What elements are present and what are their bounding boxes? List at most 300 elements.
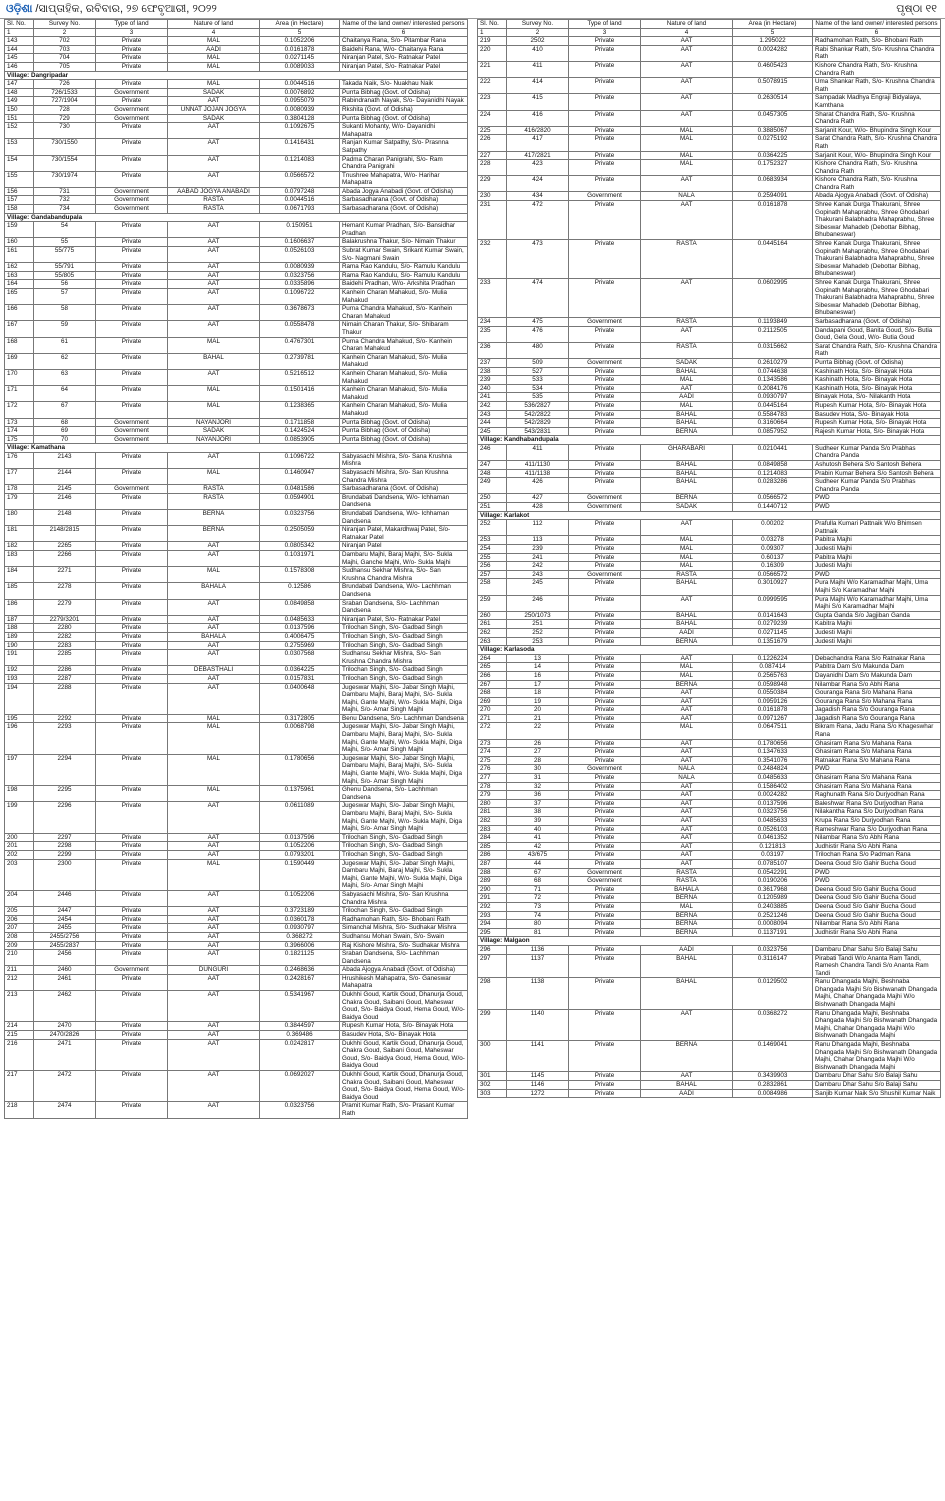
land-type-cell: Private	[96, 950, 168, 966]
owner-cell: Niranjan Patel, S/o- Ratnakar Patel	[340, 62, 468, 71]
owner-cell: Dambaru Dhar Sahu S/o Balaji Sahu	[813, 1072, 941, 1081]
sl-no-cell: 160	[5, 238, 34, 247]
survey-no-cell: 55/775	[34, 247, 96, 263]
land-nature-cell: AAT	[168, 155, 260, 171]
area-cell: 0.09307	[733, 545, 813, 554]
column-number: 5	[260, 28, 340, 37]
survey-no-cell: 2460	[34, 966, 96, 975]
owner-cell: Tnushree Mahapatra, W/o- Harihar Mahapatra	[340, 171, 468, 187]
table-row	[5, 386, 468, 402]
land-nature-cell: AAT	[168, 974, 260, 990]
table-row	[5, 353, 468, 369]
table-row	[5, 493, 468, 509]
survey-no-cell: 533	[507, 376, 569, 385]
sl-no-cell: 196	[5, 723, 34, 754]
owner-cell: Sharat Chandra Rath, S/o- Krushna Chandra Rath	[813, 110, 941, 126]
sl-no-cell: 184	[5, 567, 34, 583]
survey-no-cell: 411	[507, 444, 569, 460]
table-row	[5, 650, 468, 666]
survey-no-cell: 40	[507, 825, 569, 834]
land-nature-cell: BERNA	[641, 427, 733, 436]
table-row	[478, 520, 941, 536]
area-cell: 0.1606637	[260, 238, 340, 247]
survey-no-cell: 18	[507, 689, 569, 698]
land-nature-cell: AAT	[641, 842, 733, 851]
table-row	[5, 114, 468, 123]
owner-cell: Niranjan Patel	[340, 542, 468, 551]
survey-no-cell: 2454	[34, 915, 96, 924]
table-row	[478, 279, 941, 318]
owner-cell: Benu Dandsena, S/o- Lachhman Dandsena	[340, 714, 468, 723]
owner-cell: Niranjan Patel, Makardhwaj Patel, S/o- Ratnakar Patel	[340, 526, 468, 542]
land-nature-cell: BAHAL	[641, 478, 733, 494]
land-nature-cell: AAT	[641, 859, 733, 868]
table-row	[478, 611, 941, 620]
survey-no-cell: 113	[507, 536, 569, 545]
column-number-row	[478, 28, 941, 37]
land-type-cell: Private	[96, 599, 168, 615]
area-cell: 0.0598948	[733, 680, 813, 689]
owner-cell: Sarbasadharana (Govt. of Odisha)	[813, 317, 941, 326]
area-cell: 0.1031971	[260, 551, 340, 567]
area-cell: 0.1711858	[260, 418, 340, 427]
table-row	[5, 1031, 468, 1040]
sl-no-cell: 198	[5, 786, 34, 802]
land-type-cell: Private	[96, 123, 168, 139]
land-nature-cell: BAHAL	[641, 410, 733, 419]
area-cell: 0.2112505	[733, 326, 813, 342]
table-row	[5, 842, 468, 851]
table-row	[478, 240, 941, 279]
survey-no-cell: 2446	[34, 890, 96, 906]
table-row	[5, 802, 468, 833]
sl-no-cell: 233	[478, 279, 507, 318]
area-cell: 0.0671793	[260, 205, 340, 214]
land-nature-cell: MAL	[168, 714, 260, 723]
survey-no-cell: 2278	[34, 583, 96, 599]
sl-no-cell: 234	[478, 317, 507, 326]
sl-no-cell: 303	[478, 1089, 507, 1098]
sl-no-cell: 255	[478, 553, 507, 562]
land-nature-cell: MAL	[641, 536, 733, 545]
area-cell: 0.0323756	[733, 945, 813, 954]
sl-no-cell: 256	[478, 562, 507, 571]
column-number: 4	[641, 28, 733, 37]
sl-no-cell: 201	[5, 842, 34, 851]
sl-no-cell: 260	[478, 611, 507, 620]
owner-cell: Sraban Dandsena, S/o- Lachhman Dandsena	[340, 950, 468, 966]
land-nature-cell: MAL	[168, 37, 260, 46]
sl-no-cell: 199	[5, 802, 34, 833]
land-nature-cell: AAT	[168, 833, 260, 842]
land-type-cell: Government	[96, 435, 168, 444]
land-nature-cell: BAHAL	[641, 419, 733, 428]
owner-cell: Trilochan Singh, S/o- Gadbad Singh	[340, 833, 468, 842]
land-type-cell: Private	[96, 62, 168, 71]
owner-cell: Radhamohan Rath, S/o- Bhobani Rath	[813, 37, 941, 46]
sl-no-cell: 207	[5, 924, 34, 933]
land-nature-cell: MAL	[641, 151, 733, 160]
table-row	[478, 723, 941, 739]
area-cell: 0.087414	[733, 663, 813, 672]
area-cell: 0.0129502	[733, 978, 813, 1009]
land-type-cell: Private	[569, 461, 641, 470]
area-cell: 0.60137	[733, 553, 813, 562]
land-nature-cell: BERNA	[641, 911, 733, 920]
area-cell: 0.0335896	[260, 280, 340, 289]
table-row	[5, 632, 468, 641]
land-type-cell: Private	[569, 654, 641, 663]
land-type-cell: Private	[96, 974, 168, 990]
survey-no-cell: 734	[34, 205, 96, 214]
area-cell: 0.00202	[733, 520, 813, 536]
land-type-cell: Private	[96, 171, 168, 187]
land-nature-cell: MAL	[168, 402, 260, 418]
village-heading: Village: Karlasoda	[478, 646, 941, 655]
land-nature-cell: AAT	[168, 280, 260, 289]
sl-no-cell: 151	[5, 114, 34, 123]
land-nature-cell: RASTA	[641, 868, 733, 877]
area-cell: 0.0283286	[733, 478, 813, 494]
table-row	[478, 376, 941, 385]
table-row	[5, 526, 468, 542]
land-type-cell: Government	[569, 494, 641, 503]
owner-cell: Trilochan Singh, S/o- Gadbad Singh	[340, 632, 468, 641]
land-type-cell: Private	[569, 628, 641, 637]
survey-no-cell: 68	[507, 877, 569, 886]
village-heading: Village: Kandhabandupala	[478, 436, 941, 445]
table-row	[478, 494, 941, 503]
area-cell: 0.03278	[733, 536, 813, 545]
area-cell: 0.1424524	[260, 427, 340, 436]
land-nature-cell: AAT	[641, 1009, 733, 1040]
table-row	[478, 192, 941, 201]
survey-no-cell: 251	[507, 620, 569, 629]
page-header	[0, 0, 945, 19]
land-type-cell: Private	[569, 706, 641, 715]
land-nature-cell: AAT	[168, 123, 260, 139]
land-type-cell: Private	[569, 1009, 641, 1040]
survey-no-cell: 1146	[507, 1081, 569, 1090]
sl-no-cell: 300	[478, 1041, 507, 1072]
table-row	[5, 966, 468, 975]
land-type-cell: Private	[569, 920, 641, 929]
table-row	[478, 326, 941, 342]
land-type-cell: Private	[569, 671, 641, 680]
owner-cell: Rama Rao Kandulu, S/o- Ramulu Kandulu	[340, 271, 468, 280]
column-number-row	[5, 28, 468, 37]
land-type-cell: Private	[96, 80, 168, 89]
area-cell: 0.1469041	[733, 1041, 813, 1072]
area-cell: 0.3804128	[260, 114, 340, 123]
table-row	[5, 62, 468, 71]
sl-no-cell: 152	[5, 123, 34, 139]
survey-no-cell: 726	[34, 80, 96, 89]
table-row	[478, 825, 941, 834]
table-row	[5, 624, 468, 633]
land-type-cell: Private	[569, 739, 641, 748]
land-type-cell: Private	[96, 1039, 168, 1070]
survey-no-cell: 2148/2815	[34, 526, 96, 542]
land-type-cell: Government	[96, 427, 168, 436]
survey-no-cell: 411/1130	[507, 461, 569, 470]
table-row	[5, 615, 468, 624]
land-type-cell: Private	[96, 289, 168, 305]
land-type-cell: Private	[96, 526, 168, 542]
table-row	[5, 1102, 468, 1118]
land-type-cell: Government	[96, 205, 168, 214]
area-cell: 0.0364225	[733, 151, 813, 160]
area-cell: 0.1821125	[260, 950, 340, 966]
sl-no-cell: 204	[5, 890, 34, 906]
owner-cell: Debachandra Rana S/o Ratnakar Rana	[813, 654, 941, 663]
land-nature-cell: MAL	[168, 859, 260, 890]
sl-no-cell: 178	[5, 485, 34, 494]
area-cell: 0.0323756	[260, 271, 340, 280]
survey-no-cell: 2288	[34, 683, 96, 714]
land-nature-cell: SADAK	[168, 88, 260, 97]
table-body-left	[5, 37, 468, 1118]
owner-cell: Abada Ajogya Anabadi (Govt. of Odisha)	[813, 192, 941, 201]
land-type-cell: Private	[569, 478, 641, 494]
land-nature-cell: AAT	[641, 791, 733, 800]
sl-no-cell: 249	[478, 478, 507, 494]
owner-cell: Sarbasadharana (Govt. of Odisha)	[340, 485, 468, 494]
survey-no-cell: 61	[34, 337, 96, 353]
land-nature-cell: AADI	[641, 945, 733, 954]
owner-cell: Rama Rao Kandulu, S/o- Ramulu Kandulu	[340, 263, 468, 272]
land-type-cell: Private	[569, 911, 641, 920]
land-type-cell: Private	[96, 37, 168, 46]
area-cell: 0.0024282	[733, 45, 813, 61]
survey-no-cell: 704	[34, 54, 96, 63]
area-cell: 0.368272	[260, 932, 340, 941]
area-cell: 0.0137596	[733, 799, 813, 808]
table-row	[478, 342, 941, 358]
column-header: Survey No.	[34, 20, 96, 29]
survey-no-cell: 2283	[34, 641, 96, 650]
column-number: 1	[478, 28, 507, 37]
table-row	[5, 723, 468, 754]
survey-no-cell: 56	[34, 280, 96, 289]
owner-cell: Krupa Rana S/o Durjyodhan Rana	[813, 817, 941, 826]
land-type-cell: Private	[569, 376, 641, 385]
survey-no-cell: 527	[507, 367, 569, 376]
land-type-cell: Private	[96, 469, 168, 485]
land-type-cell: Private	[569, 902, 641, 911]
survey-no-cell: 2292	[34, 714, 96, 723]
sl-no-cell: 228	[478, 160, 507, 176]
area-cell: 0.1351679	[733, 637, 813, 646]
column-header: Area (in Hectare)	[733, 20, 813, 29]
land-nature-cell: AABAD JOGYA ANABADI	[168, 187, 260, 196]
owner-cell: Jagadish Rana S/o Gouranga Rana	[813, 714, 941, 723]
owner-cell: PWD	[813, 494, 941, 503]
land-nature-cell: MAL	[168, 80, 260, 89]
owner-cell: Pramit Kumar Rath, S/o- Prasant Kumar Rath	[340, 1102, 468, 1118]
sl-no-cell: 156	[5, 187, 34, 196]
table-row	[478, 765, 941, 774]
owner-cell: Padma Charan Panigrahi, S/o- Ram Chandra Panigrahi	[340, 155, 468, 171]
sl-no-cell: 273	[478, 739, 507, 748]
table-row	[478, 628, 941, 637]
land-type-cell: Private	[96, 321, 168, 337]
sl-no-cell: 173	[5, 418, 34, 427]
land-nature-cell: AAT	[641, 94, 733, 110]
table-row	[5, 786, 468, 802]
land-type-cell: Private	[569, 894, 641, 903]
survey-no-cell: 509	[507, 358, 569, 367]
area-cell: 0.3439903	[733, 1072, 813, 1081]
land-type-cell: Private	[569, 469, 641, 478]
land-type-cell: Government	[569, 192, 641, 201]
land-type-cell: Private	[569, 135, 641, 151]
land-type-cell: Government	[569, 317, 641, 326]
sl-no-cell: 155	[5, 171, 34, 187]
owner-cell: Deena Goud S/o Gahir Bucha Goud	[813, 894, 941, 903]
area-cell: 0.0485633	[260, 615, 340, 624]
land-type-cell: Private	[96, 1031, 168, 1040]
table-row	[5, 683, 468, 714]
land-type-cell: Private	[569, 410, 641, 419]
land-table-right	[477, 19, 941, 1098]
owner-cell: Basudev Hota, S/o- Binayak Hota	[340, 1031, 468, 1040]
land-type-cell: Private	[96, 754, 168, 785]
sl-no-cell: 143	[5, 37, 34, 46]
land-type-cell: Private	[569, 553, 641, 562]
area-cell: 0.2084176	[733, 384, 813, 393]
sl-no-cell: 190	[5, 641, 34, 650]
survey-no-cell: 73	[507, 902, 569, 911]
column-number: 4	[168, 28, 260, 37]
survey-no-cell: 2299	[34, 850, 96, 859]
owner-cell: Kashinath Hota, S/o- Binayak Hota	[813, 376, 941, 385]
table-row	[478, 817, 941, 826]
survey-no-cell: 414	[507, 78, 569, 94]
survey-no-cell: 72	[507, 894, 569, 903]
survey-no-cell: 36	[507, 791, 569, 800]
owner-cell: Niranjan Patel, S/o- Ratnakar Patel	[340, 54, 468, 63]
table-row	[478, 748, 941, 757]
land-type-cell: Private	[569, 94, 641, 110]
land-nature-cell: BAHAL	[641, 611, 733, 620]
land-nature-cell: BERNA	[641, 894, 733, 903]
land-nature-cell: AAT	[641, 1072, 733, 1081]
owner-cell: Ranu Dhangada Majhi, Beshnaba Dhangada Majhi S/o Bishwanath Dhangada Majhi, Chahar Dhangada Majhi W/o Bishwanath Dhangada Majhi	[813, 1041, 941, 1072]
owner-cell: Sarat Chandra Rath, S/o- Krushna Chandra Rath	[813, 342, 941, 358]
owner-cell: Kanhein Charan Mahakud, S/o- Mulia Mahakud	[340, 369, 468, 385]
survey-no-cell: 27	[507, 748, 569, 757]
owner-cell: Raghunath Rana S/o Durjyodhan Rana	[813, 791, 941, 800]
area-cell: 0.0157831	[260, 674, 340, 683]
sl-no-cell: 158	[5, 205, 34, 214]
area-cell: 0.0024282	[733, 791, 813, 800]
owner-cell: Bikram Rana, Jadu Rana S/o Khageswhar Rana	[813, 723, 941, 739]
survey-no-cell: 1272	[507, 1089, 569, 1098]
sl-no-cell: 285	[478, 842, 507, 851]
table-row	[478, 503, 941, 512]
sl-no-cell: 231	[478, 201, 507, 240]
table-row	[5, 97, 468, 106]
owner-cell: Nilambar Rana S/o Abhi Rana	[813, 680, 941, 689]
area-cell: 0.1193849	[733, 317, 813, 326]
table-row	[478, 151, 941, 160]
survey-no-cell: 19	[507, 697, 569, 706]
area-cell: 0.1238365	[260, 402, 340, 418]
survey-no-cell: 250/1073	[507, 611, 569, 620]
sl-no-cell: 250	[478, 494, 507, 503]
survey-no-cell: 2266	[34, 551, 96, 567]
area-cell: 0.0190206	[733, 877, 813, 886]
land-nature-cell: BAHAL	[641, 461, 733, 470]
survey-no-cell: 243	[507, 570, 569, 579]
sl-no-cell: 247	[478, 461, 507, 470]
owner-cell: Baleshwar Rana S/o Durjyodhan Rana	[813, 799, 941, 808]
survey-no-cell: 2297	[34, 833, 96, 842]
survey-no-cell: 80	[507, 920, 569, 929]
sl-no-cell: 169	[5, 353, 34, 369]
sl-no-cell: 177	[5, 469, 34, 485]
owner-cell: Ghenu Dandsena, S/o- Lachhman Dandsena	[340, 786, 468, 802]
land-nature-cell: AAT	[641, 37, 733, 46]
land-nature-cell: MAL	[641, 376, 733, 385]
sl-no-cell: 171	[5, 386, 34, 402]
land-nature-cell: AAT	[641, 756, 733, 765]
sl-no-cell: 287	[478, 859, 507, 868]
land-type-cell: Government	[96, 418, 168, 427]
land-type-cell: Private	[569, 427, 641, 436]
area-cell: 0.0959126	[733, 697, 813, 706]
table-row	[478, 419, 941, 428]
survey-no-cell: 2474	[34, 1102, 96, 1118]
land-type-cell: Private	[96, 567, 168, 583]
survey-no-cell: 416	[507, 110, 569, 126]
table-row	[5, 485, 468, 494]
owner-cell: Jugeswar Majhi, S/o- Jabar Singh Majhi, Dambaru Majhi, Baraj Majhi, S/o- Sukla Majhi, Gante Majhi, W/o- Sukla Majhi, Diga Majhi, S/o- Amar Singh Majhi	[340, 683, 468, 714]
land-nature-cell: AAT	[168, 907, 260, 916]
area-cell: 0.0797248	[260, 187, 340, 196]
area-cell: 0.5078915	[733, 78, 813, 94]
header-date: /ସାପ୍ତାହିକ, ରବିବାର, ୨୭ ଫେବୃଆରୀ, ୨୦୨୨	[35, 3, 217, 15]
land-type-cell: Private	[96, 305, 168, 321]
village-heading: Village: Dangripadar	[5, 71, 468, 80]
table-row	[478, 894, 941, 903]
area-cell: 0.2521246	[733, 911, 813, 920]
owner-cell: Jugeswar Majhi, S/o- Jabar Singh Majhi, Dambaru Majhi, Baraj Majhi, S/o- Sukla Majhi, Gante Majhi, W/o- Sukla Majhi, Diga Majhi, S/o- Amar Singh Majhi	[340, 723, 468, 754]
owner-cell: Trilochan Singh, S/o- Gadbad Singh	[340, 907, 468, 916]
table-row	[478, 680, 941, 689]
land-type-cell: Private	[569, 978, 641, 1009]
table-head-right	[478, 20, 941, 37]
sl-no-cell: 236	[478, 342, 507, 358]
land-nature-cell: DEBASTHALI	[168, 666, 260, 675]
area-cell: 0.1347633	[733, 748, 813, 757]
land-nature-cell: RASTA	[168, 493, 260, 509]
sl-no-cell: 291	[478, 894, 507, 903]
land-nature-cell: NALA	[641, 192, 733, 201]
land-type-cell: Private	[569, 1041, 641, 1072]
area-cell: 0.0857952	[733, 427, 813, 436]
area-cell: 0.0853905	[260, 435, 340, 444]
land-nature-cell: SADAK	[641, 358, 733, 367]
owner-cell: Judesti Majhi	[813, 545, 941, 554]
area-cell: 0.0566572	[260, 171, 340, 187]
table-row	[5, 105, 468, 114]
owner-cell: Ghasiram Rana S/o Mahana Rana	[813, 739, 941, 748]
owner-cell: Niranjan Patel, S/o- Ratnakar Patel	[340, 615, 468, 624]
land-type-cell: Private	[569, 78, 641, 94]
survey-no-cell: 1140	[507, 1009, 569, 1040]
